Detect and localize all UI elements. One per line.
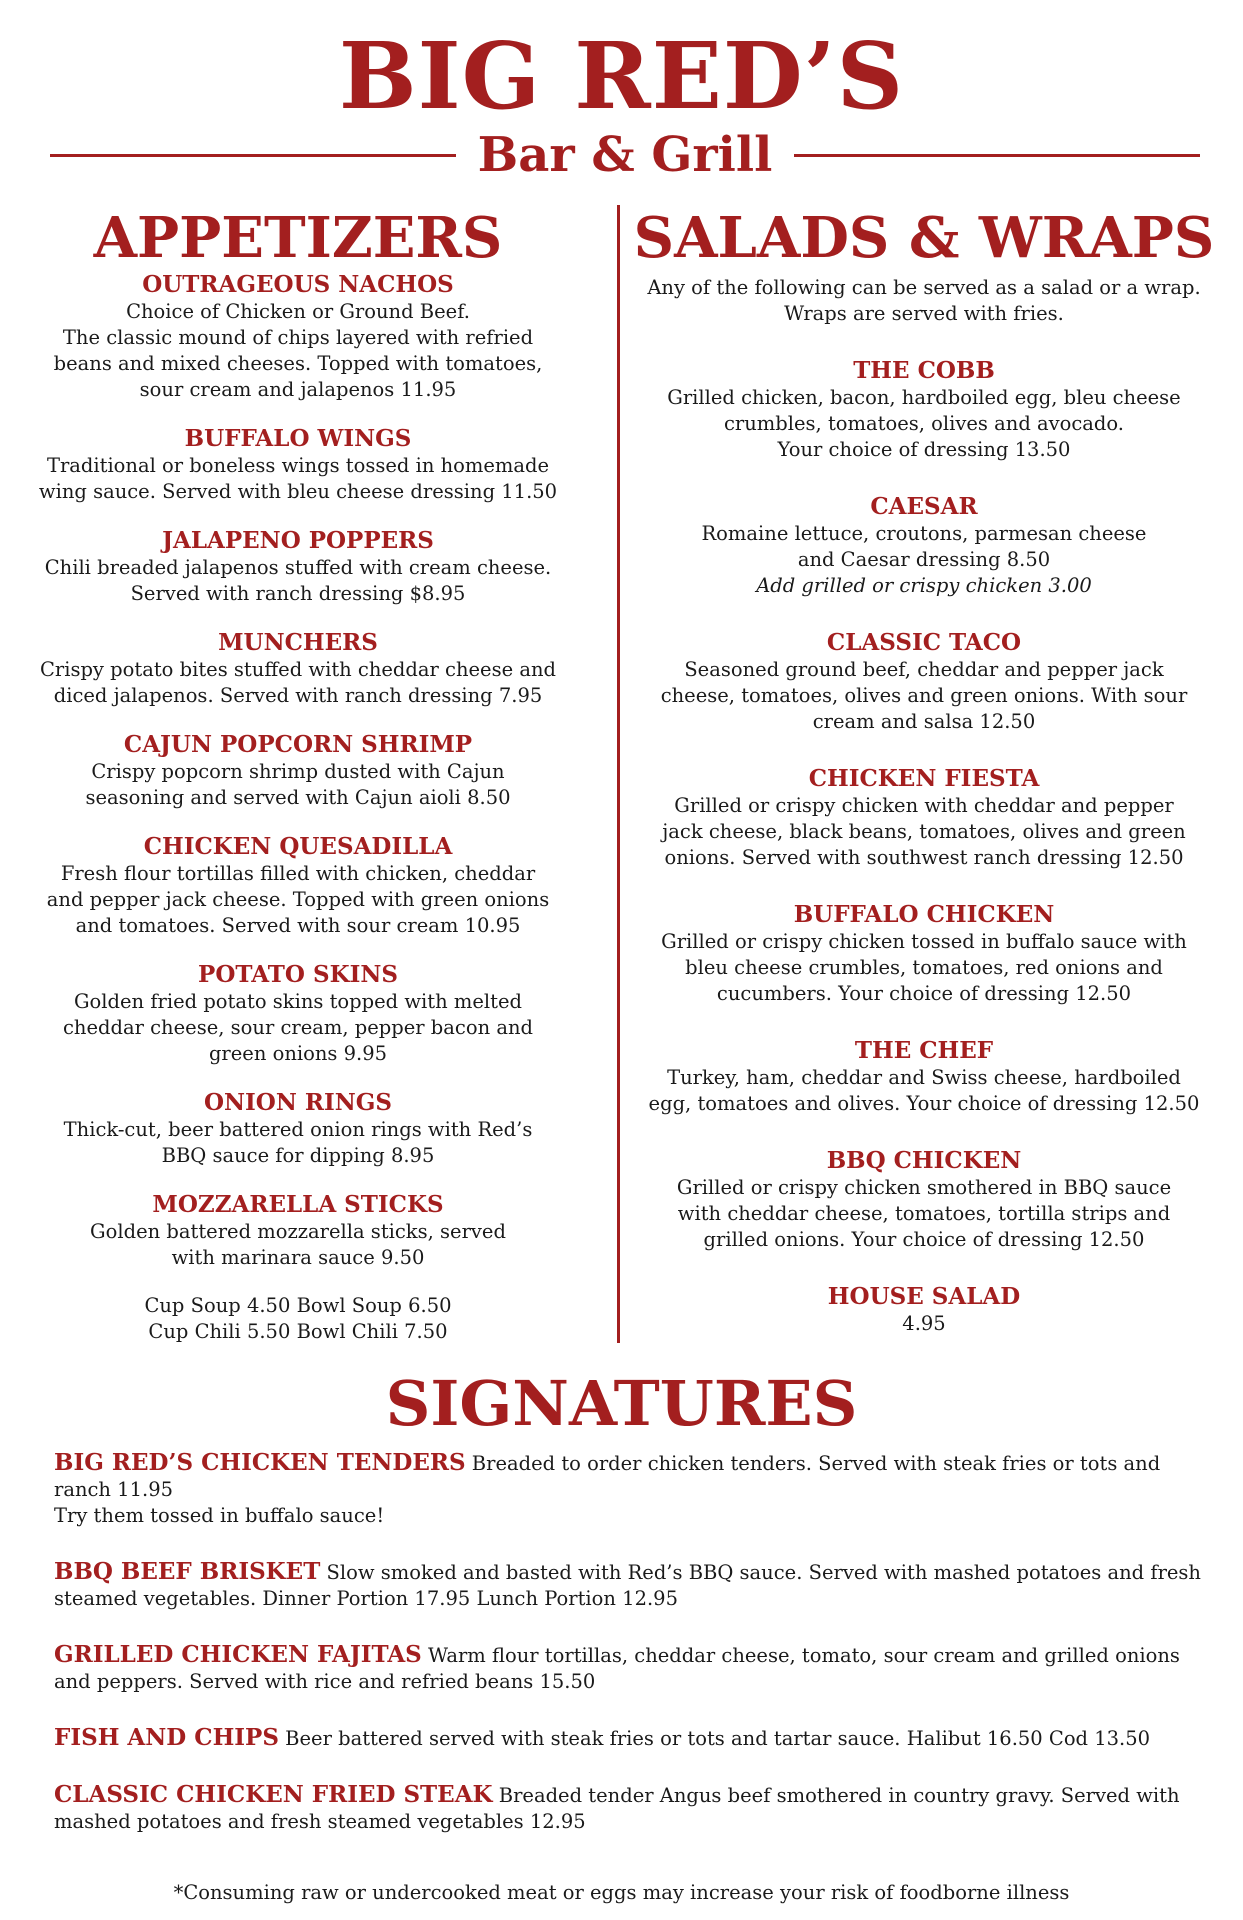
signature-tip: Try them tossed in buffalo sauce! [54, 1504, 385, 1527]
item-name: CLASSIC TACO [826, 629, 1022, 656]
signature-description: Breaded to order chicken tenders. Served with steak fries or tots and ranch 11.95 [54, 1452, 1161, 1501]
signature-item [54, 1642, 1204, 1695]
signature-name: BBQ BEEF BRISKET [54, 1558, 321, 1585]
signature-item [54, 1782, 1204, 1835]
item-description: Thick-cut, beer battered onion rings with Red’s BBQ sauce for dipping 8.95 [63, 1118, 533, 1167]
signature-name: GRILLED CHICKEN FAJITAS [54, 1641, 422, 1668]
menu-item [18, 425, 578, 505]
restaurant-name: BIG RED’S [338, 22, 905, 130]
chili-prices: Cup Chili 5.50 Bowl Chili 7.50 [148, 1320, 448, 1343]
item-name: CAESAR [870, 493, 978, 520]
signatures-section [54, 1450, 1204, 1865]
food-safety-footnote: *Consuming raw or undercooked meat or eggs may increase your risk of foodborne illness [173, 1881, 1070, 1904]
signature-item [54, 1559, 1204, 1612]
item-name: JALAPENO POPPERS [162, 527, 434, 554]
item-description: Grilled chicken, bacon, hardboiled egg, bleu cheese crumbles, tomatoes, olives and avocado. Your choice of dressing 13.50 [667, 386, 1181, 461]
salads-intro: Any of the following can be served as a salad or a wrap. Wraps are served with fries. [647, 276, 1201, 325]
item-description: Crispy potato bites stuffed with cheddar cheese and diced jalapenos. Served with ranch dressing 7.95 [39, 658, 557, 707]
signature-name: FISH AND CHIPS [54, 1724, 279, 1751]
item-description: Seasoned ground beef, cheddar and pepper jack cheese, tomatoes, olives and green onions. With sour cream and salsa 12.50 [660, 658, 1188, 733]
item-description: Grilled or crispy chicken with cheddar and pepper jack cheese, black beans, tomatoes, olives and green onions. Served with southwest ranch dressing 12.50 [662, 794, 1186, 869]
item-description: 4.95 [902, 1312, 946, 1335]
item-name: CHICKEN FIESTA [808, 765, 1040, 792]
restaurant-subtitle: Bar & Grill [477, 127, 773, 183]
item-description: Romaine lettuce, croutons, parmesan cheese and Caesar dressing 8.50 [701, 522, 1147, 571]
soup-chili-prices [18, 1293, 578, 1345]
subtitle-row [50, 122, 1200, 188]
item-name: MOZZARELLA STICKS [152, 1191, 444, 1218]
item-description: Grilled or crispy chicken smothered in BBQ sauce with cheddar cheese, tomatoes, tortilla strips and grilled onions. Your choice of dressing 12.50 [676, 1176, 1172, 1251]
item-name: HOUSE SALAD [827, 1283, 1021, 1310]
item-description: Grilled or crispy chicken tossed in buffalo sauce with bleu cheese crumbles, tomatoes, red onions and cucumbers. Your choice of dressing 12.50 [661, 930, 1187, 1005]
signature-name: BIG RED’S CHICKEN TENDERS [54, 1449, 466, 1476]
menu-item [624, 493, 1224, 599]
menu-item [624, 629, 1224, 735]
item-name: ONION RINGS [203, 1089, 393, 1116]
item-name: OUTRAGEOUS NACHOS [142, 271, 454, 298]
menu-item [18, 731, 578, 811]
item-name: BUFFALO WINGS [184, 425, 412, 452]
item-description: Traditional or boneless wings tossed in homemade wing sauce. Served with bleu cheese dressing 11.50 [38, 454, 558, 503]
soup-prices: Cup Soup 4.50 Bowl Soup 6.50 [144, 1294, 452, 1317]
item-addon-note: Add grilled or crispy chicken 3.00 [756, 574, 1092, 597]
item-name: MUNCHERS [218, 629, 378, 656]
menu-item [18, 1089, 578, 1169]
menu-item [18, 527, 578, 607]
menu-item [624, 1037, 1224, 1117]
item-name: BUFFALO CHICKEN [793, 901, 1055, 928]
menu-item [18, 629, 578, 709]
menu-item [18, 271, 578, 403]
item-name: BBQ CHICKEN [826, 1147, 1022, 1174]
menu-item [624, 357, 1224, 463]
item-name: CAJUN POPCORN SHRIMP [123, 731, 473, 758]
signature-description: Warm flour tortillas, cheddar cheese, tomato, sour cream and grilled onions and peppers. Served with rice and refried beans 15.50 [54, 1644, 1180, 1693]
signature-item [54, 1725, 1204, 1752]
item-name: THE CHEF [854, 1037, 994, 1064]
signature-name: CLASSIC CHICKEN FRIED STEAK [54, 1781, 493, 1808]
item-name: CHICKEN QUESADILLA [143, 833, 453, 860]
menu-item [18, 961, 578, 1067]
item-description: Turkey, ham, cheddar and Swiss cheese, hardboiled egg, tomatoes and olives. Your choice of dressing 12.50 [648, 1066, 1200, 1115]
menu-item [624, 901, 1224, 1007]
item-description: Crispy popcorn shrimp dusted with Cajun seasoning and served with Cajun aioli 8.50 [85, 760, 511, 809]
item-name: THE COBB [853, 357, 995, 384]
item-description: Chili breaded jalapenos stuffed with cream cheese. Served with ranch dressing $8.95 [44, 556, 552, 605]
item-description: Choice of Chicken or Ground Beef. The classic mound of chips layered with refried beans and mixed cheeses. Topped with tomatoes, sour cream and jalapenos 11.95 [53, 300, 543, 401]
menu-item [624, 1283, 1224, 1337]
signature-item [54, 1450, 1204, 1529]
item-description: Golden battered mozzarella sticks, served with marinara sauce 9.50 [90, 1220, 506, 1269]
left-rule [50, 154, 456, 157]
salads-section [624, 205, 1224, 1367]
right-rule [794, 154, 1200, 157]
appetizers-title: APPETIZERS [93, 205, 503, 271]
menu-item [18, 833, 578, 939]
menu-item [624, 765, 1224, 871]
column-divider [617, 205, 620, 1343]
menu-item [18, 1191, 578, 1271]
menu-item [624, 1147, 1224, 1253]
signature-description: Breaded tender Angus beef smothered in country gravy. Served with mashed potatoes and fresh steamed vegetables 12.95 [54, 1784, 1180, 1833]
item-description: Fresh flour tortillas filled with chicken, cheddar and pepper jack cheese. Topped with green onions and tomatoes. Served with sour cream 10.95 [46, 862, 550, 937]
appetizers-section [18, 205, 578, 1345]
signature-description: Slow smoked and basted with Red’s BBQ sauce. Served with mashed potatoes and fresh steamed vegetables. Dinner Portion 17.95 Lunch Portion 12.95 [54, 1561, 1201, 1610]
signature-description: Beer battered served with steak fries or tots and tartar sauce. Halibut 16.50 Cod 13.50 [285, 1727, 1151, 1750]
item-name: POTATO SKINS [198, 961, 398, 988]
salads-title: SALADS & WRAPS [633, 205, 1215, 271]
item-description: Golden fried potato skins topped with melted cheddar cheese, sour cream, pepper bacon and green onions 9.95 [63, 990, 533, 1065]
signatures-title: SIGNATURES [385, 1367, 858, 1440]
